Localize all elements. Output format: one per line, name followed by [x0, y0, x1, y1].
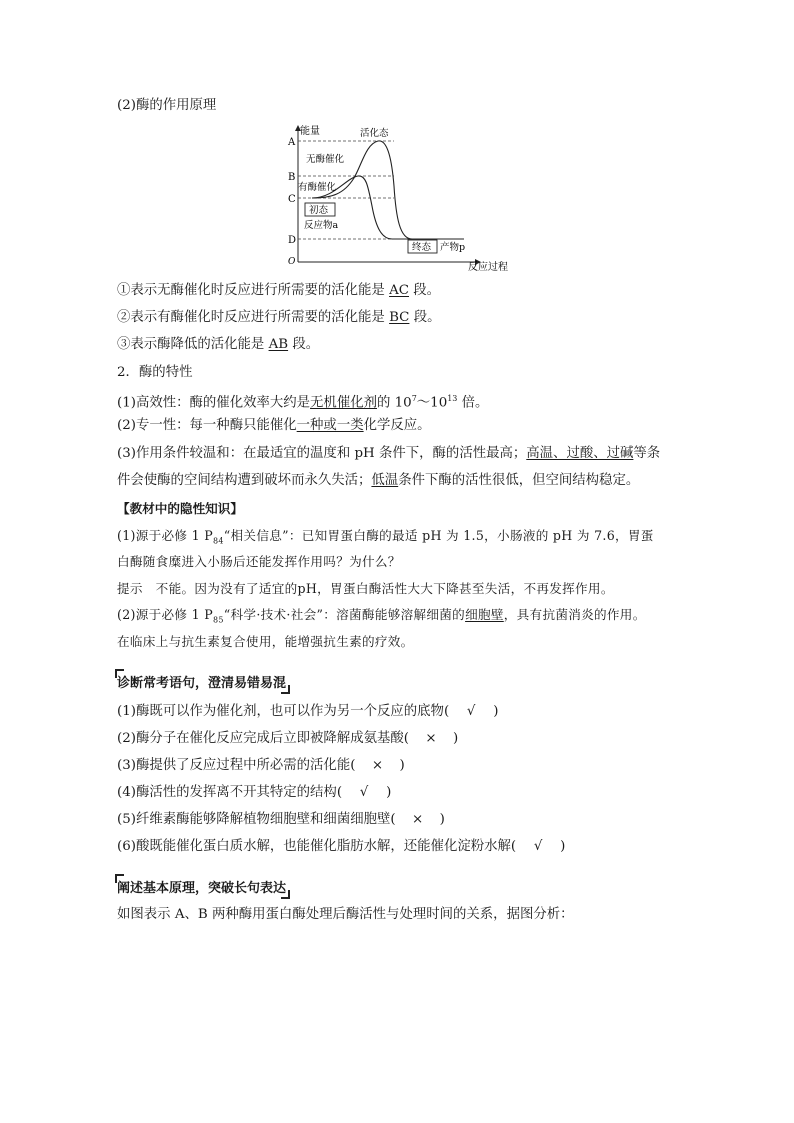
y-axis-label: 能量	[300, 126, 320, 137]
hidden-knowledge-2: (2)源于必修 1 $P_{85}“$科学·技术·社会”：溶菌酶能够溶解细菌的细胞壁，具有抗菌消炎的作用。	[117, 607, 646, 625]
tick-label-a: A	[288, 137, 296, 148]
answer-blank: BC	[389, 310, 410, 325]
judgment-item: (4)酶活性的发挥离不开其特定的结构( √ )	[117, 785, 392, 800]
tick-label-d: D	[288, 235, 297, 246]
section-heading: (2)酶的作用原理	[117, 98, 217, 113]
label-no-enzyme: 无酶催化	[306, 154, 345, 165]
mechanism-item: ②表示有酶催化时反应进行所需要的活化能是 BC 段。	[117, 310, 441, 325]
judgment-mark: ×	[371, 758, 384, 773]
properties-title: 2．酶的特性	[117, 365, 193, 380]
hidden-knowledge-title: 【教材中的隐性知识】	[117, 501, 243, 516]
property-mild-conditions-cont: 件会使酶的空间结构遭到破坏而永久失活；低温条件下酶的活性很低，但空间结构稳定。	[117, 473, 640, 488]
judgment-mark: √	[359, 785, 369, 800]
origin-label: O	[288, 257, 296, 267]
tick-label-b: B	[288, 172, 296, 183]
judgment-item: (5)纤维素酶能够降解植物细胞壁和细菌细胞壁( × )	[117, 812, 445, 827]
judgment-item: (1)酶既可以作为催化剂，也可以作为另一个反应的底物( √ )	[117, 704, 499, 719]
label-active-state: 活化态	[360, 128, 389, 139]
hidden-knowledge-1: (1)源于必修 1 $P_{84}“$相关信息”：已知胃蛋白酶的最适 pH 为 1.5，小肠液的 pH 为 7.6，胃蛋	[117, 528, 654, 546]
answer-blank: AB	[268, 337, 289, 352]
judgment-mark: ×	[412, 812, 424, 827]
judgment-mark: √	[533, 839, 543, 854]
tick-label-c: C	[288, 194, 296, 205]
property-specificity: (2)专一性：每一种酶只能催化一种或一类化学反应。	[117, 418, 431, 433]
x-axis-label: 反应过程	[468, 262, 508, 272]
property-mild-conditions: (3)作用条件较温和：在最适宜的温度和 pH 条件下，酶的活性最高；高温、过酸、过碱等条	[117, 446, 661, 461]
label-reactant: 反应物a	[304, 220, 339, 231]
diagnose-section-title: 诊断常考语句，澄清易错易混	[117, 672, 286, 691]
label-with-enzyme: 有酶催化	[298, 182, 337, 193]
judgment-item: (3)酶提供了反应过程中所必需的活化能( × )	[117, 758, 405, 773]
judgment-mark: ×	[425, 731, 437, 746]
hidden-knowledge-1-cont: 白酶随食糜进入小肠后还能发挥作用吗？为什么？	[117, 554, 401, 569]
label-final-state: 终态	[412, 242, 432, 253]
answer-blank: AC	[389, 283, 409, 298]
explain-intro: 如图表示 A、B 两种酶用蛋白酶处理后酶活性与处理时间的关系，据图分析：	[117, 907, 574, 922]
mechanism-item: ③表示酶降低的活化能是 AB 段。	[117, 337, 320, 352]
explain-section-title: 阐述基本原理，突破长句表达	[117, 877, 286, 896]
judgment-item: (6)酸既能催化蛋白质水解，也能催化脂肪水解，还能催化淀粉水解( √ )	[117, 839, 566, 854]
hidden-knowledge-2-cont: 在临床上与抗生素复合使用，能增强抗生素的疗效。	[117, 634, 414, 649]
energy-diagram	[282, 122, 522, 272]
property-efficiency: (1)高效性：酶的催化效率大约是无机催化剂的 $10^7\sim 10^{13}$ 倍。	[117, 394, 489, 411]
hidden-knowledge-1-hint: 提示 不能。因为没有了适宜的pH，胃蛋白酶活性大大下降甚至失活，不再发挥作用。	[117, 581, 614, 596]
label-initial-state: 初态	[309, 205, 329, 216]
mechanism-item: ①表示无酶催化时反应进行所需要的活化能是 AC 段。	[117, 283, 441, 298]
judgment-item: (2)酶分子在催化反应完成后立即被降解成氨基酸( × )	[117, 731, 459, 746]
label-product: 产物p	[440, 242, 466, 253]
judgment-mark: √	[466, 704, 476, 719]
